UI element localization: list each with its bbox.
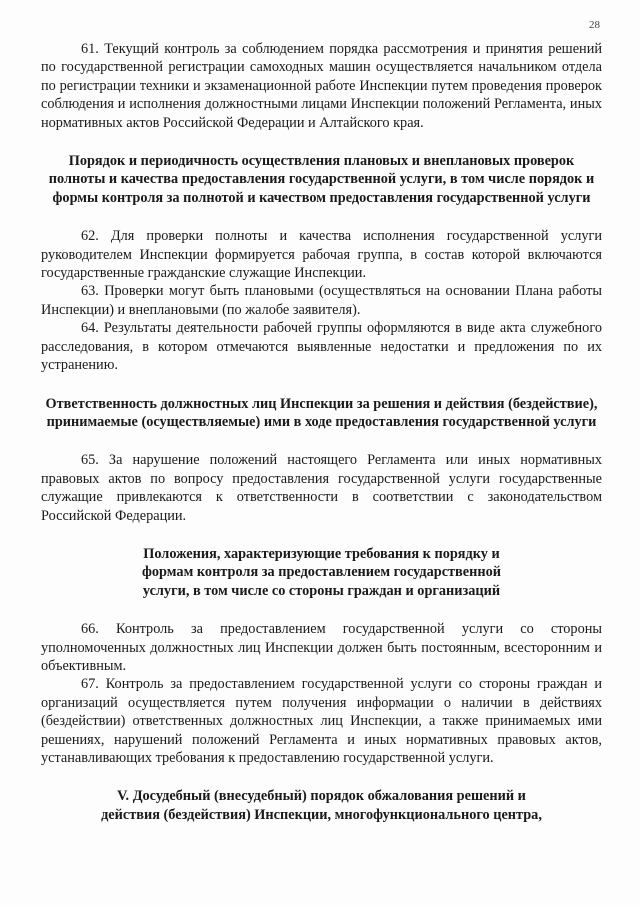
paragraph-62: 62. Для проверки полноты и качества исполнения государственной услуги руководителем Инспекции формируется рабочая группа, в состав которой включаются государственные гражданские служащие Инспекции.: [41, 228, 602, 282]
chapter-heading-v: V. Досудебный (внесудебный) порядок обжалования решений и действия (бездействия) Инспекции, многофункционального центра,: [101, 788, 542, 823]
paragraph-66: 66. Контроль за предоставлением государственной услуги со стороны уполномоченных должностных лиц Инспекции должен быть постоянным, всесторонним и объективным.: [41, 621, 602, 674]
page-number: 28: [589, 19, 600, 31]
paragraph-67: 67. Контроль за предоставлением государственной услуги со стороны граждан и организаций осуществляется путем получения информации о наличии в действиях (бездействии) ответственных должностных лиц Инспекции, а также принимаемых ими решениях, нарушений положений Регламента и иных нормативных правовых актов, устанавливающих требования к предоставлению государственной услуги.: [41, 676, 602, 766]
section-heading-inspections: Порядок и периодичность осуществления плановых и внеплановых проверок полноты и качества предоставления государственной услуги, в том числе порядок и формы контроля за полнотой и качеством предоставления государственной услуги: [48, 153, 595, 206]
paragraph-61: 61. Текущий контроль за соблюдением порядка рассмотрения и принятия решений по государственной регистрации самоходных машин осуществляется начальником отдела по регистрации техники и экзаменационной работе Инспекции путем проведения проверок соблюдения и исполнения должностными лицами Инспекции положений Регламента, иных нормативных актов Российской Федерации и Алтайского края.: [41, 41, 602, 131]
section-heading-control-provisions: Положения, характеризующие требования к порядку и формам контроля за предоставлением государственной услуги, в том числе со стороны граждан и организаций: [142, 545, 501, 599]
paragraph-63: 63. Проверки могут быть плановыми (осуществляться на основании Плана работы Инспекции) и внеплановыми (по жалобе заявителя).: [41, 283, 602, 318]
paragraph-65: 65. За нарушение положений настоящего Регламента или иных нормативных правовых актов по вопросу предоставления государственной услуги государственные служащие привлекаются к ответственности в соответствии с законодательством Российской Федерации.: [41, 452, 602, 524]
section-heading-responsibility: Ответственность должностных лиц Инспекции за решения и действия (бездействие), принимаемые (осуществляемые) ими в ходе предоставления государственной услуги: [45, 395, 598, 430]
paragraph-64: 64. Результаты деятельности рабочей группы оформляются в виде акта служебного расследования, в котором отмечаются выявленные недостатки и предложения по их устранению.: [41, 320, 602, 374]
document-body: [41, 40, 602, 824]
